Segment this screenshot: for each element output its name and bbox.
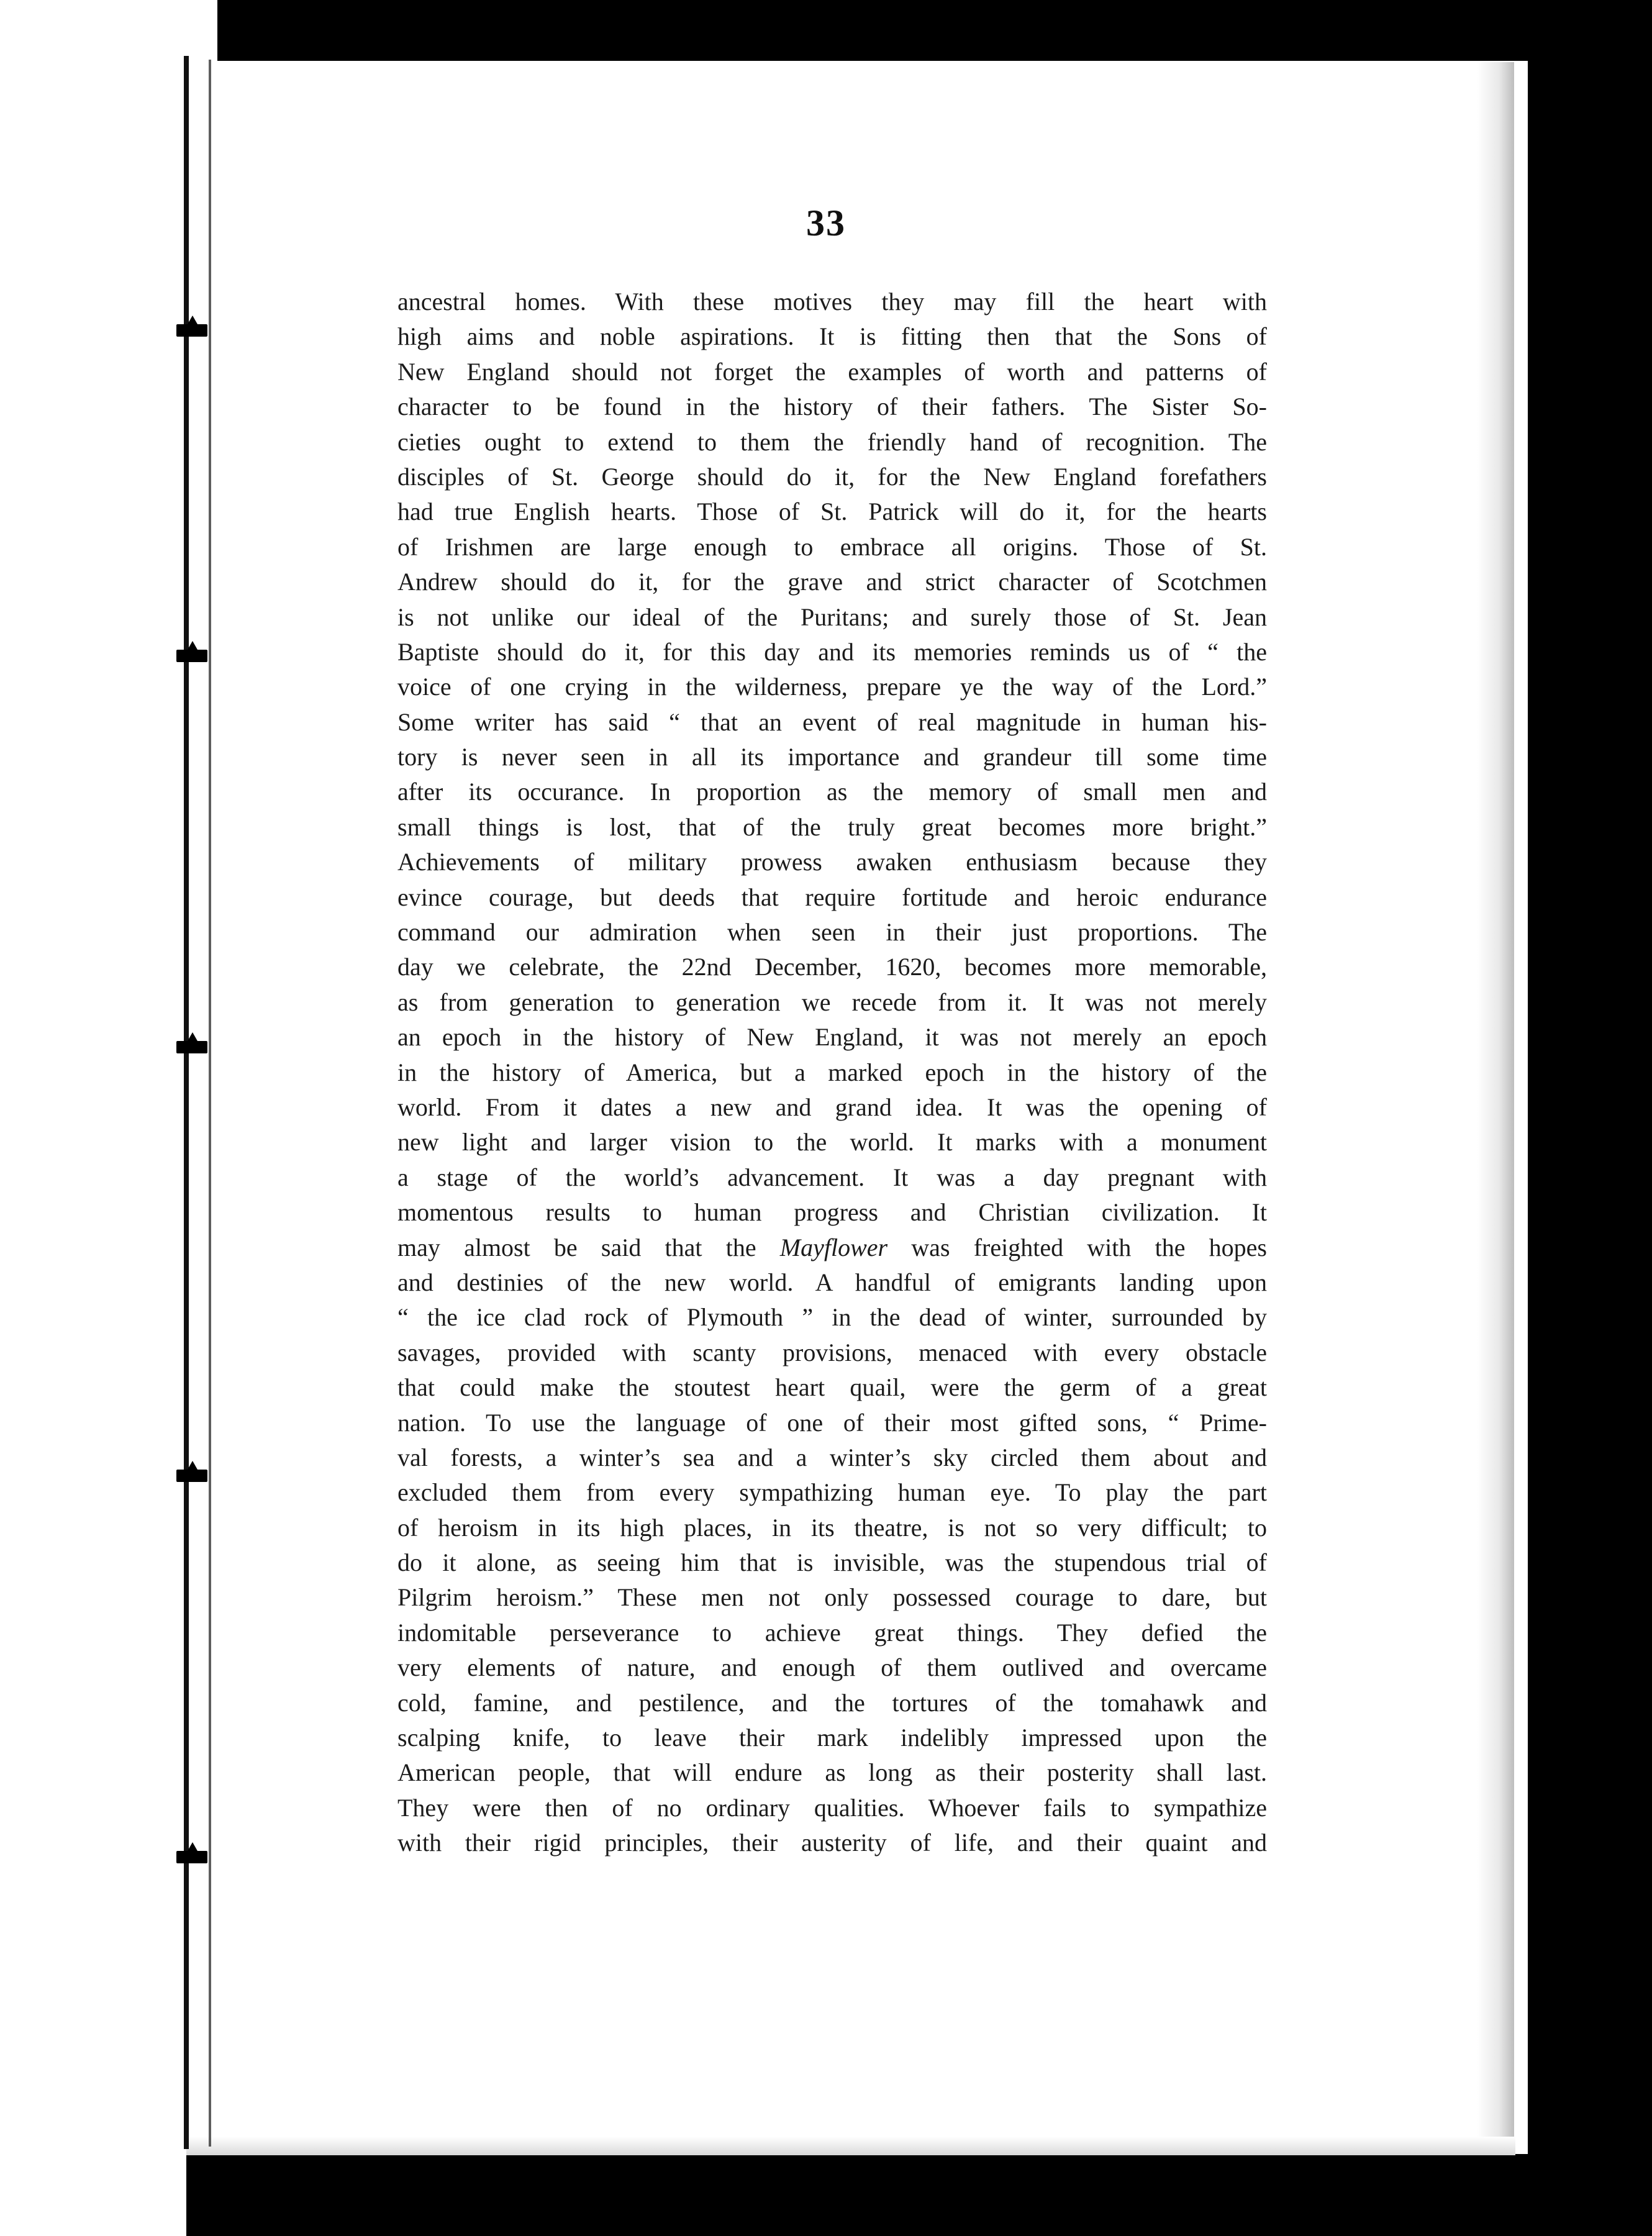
text-line: as from generation to generation we recede from it. It was not merely	[397, 988, 1267, 1016]
text-line: American people, that will endure as long as their posterity shall last.	[397, 1758, 1267, 1787]
text-line: Some writer has said “ that an event of real magnitude in human his-	[397, 707, 1267, 736]
text-line: New England should not forget the examples of worth and patterns of	[397, 357, 1267, 386]
text-line: command our admiration when seen in their just proportions. The	[397, 918, 1267, 947]
text-line: with their rigid principles, their austerity of life, and their quaint and	[397, 1829, 1267, 1857]
binding-marker-icon	[176, 1470, 207, 1482]
page-right-shadow	[1477, 62, 1514, 2155]
text-line: may almost be said that the Mayflower was freighted with the hopes	[397, 1233, 1267, 1261]
text-line: savages, provided with scanty provisions, menaced with every obstacle	[397, 1338, 1267, 1366]
binding-marker-icon	[176, 1851, 207, 1863]
text-line: cieties ought to extend to them the friendly hand of recognition. The	[397, 427, 1267, 456]
text-line: excluded them from every sympathizing human eye. To play the part	[397, 1478, 1267, 1507]
text-line: is not unlike our ideal of the Puritans; and surely those of St. Jean	[397, 602, 1267, 631]
text-line: val forests, a winter’s sea and a winter’s sky circled them about and	[397, 1443, 1267, 1471]
text-line: scalping knife, to leave their mark indelibly impressed upon the	[397, 1724, 1267, 1752]
binding-marker-icon	[176, 1041, 207, 1053]
text-line: new light and larger vision to the world. It marks with a monument	[397, 1128, 1267, 1157]
text-line: tory is never seen in all its importance and grandeur till some time	[397, 743, 1267, 771]
scan-top-border	[0, 0, 1652, 58]
body-text	[397, 284, 1267, 1861]
text-line: Pilgrim heroism.” These men not only possessed courage to dare, but	[397, 1583, 1267, 1612]
text-line: ancestral homes. With these motives they may fill the heart with	[397, 288, 1267, 316]
text-line: of Irishmen are large enough to embrace all origins. Those of St.	[397, 532, 1267, 561]
text-line: evince courage, but deeds that require fortitude and heroic endurance	[397, 883, 1267, 911]
binding-rule-secondary	[209, 60, 211, 2147]
text-line: Baptiste should do it, for this day and its memories reminds us of “ the	[397, 637, 1267, 666]
text-line: nation. To use the language of one of their most gifted sons, “ Prime-	[397, 1408, 1267, 1437]
text-line: Achievements of military prowess awaken enthusiasm because they	[397, 848, 1267, 876]
text-line: “ the ice clad rock of Plymouth ” in the dead of winter, surrounded by	[397, 1303, 1267, 1332]
text-line: disciples of St. George should do it, for the New England forefathers	[397, 462, 1267, 491]
page-bottom-shadow	[186, 2137, 1515, 2155]
text-line: day we celebrate, the 22nd December, 1620, becomes more memorable,	[397, 953, 1267, 981]
text-line: They were then of no ordinary qualities. Whoever fails to sympathize	[397, 1793, 1267, 1822]
text-line: high aims and noble aspirations. It is fitting then that the Sons of	[397, 322, 1267, 351]
text-line: a stage of the world’s advancement. It was a day pregnant with	[397, 1163, 1267, 1191]
text-line: indomitable perseverance to achieve great things. They defied the	[397, 1618, 1267, 1647]
text-line: that could make the stoutest heart quail, were the germ of a great	[397, 1373, 1267, 1402]
scan-left-margin	[0, 0, 186, 2236]
binding-marker-icon	[176, 324, 207, 337]
binding-marker-icon	[176, 650, 207, 662]
text-line: momentous results to human progress and Christian civilization. It	[397, 1198, 1267, 1227]
binding-rule	[184, 56, 189, 2149]
ship-name: Mayflower	[779, 1233, 888, 1261]
text-line: Andrew should do it, for the grave and strict character of Scotchmen	[397, 568, 1267, 596]
text-line: voice of one crying in the wilderness, prepare ye the way of the Lord.”	[397, 673, 1267, 701]
text-line: and destinies of the new world. A handful of emigrants landing upon	[397, 1268, 1267, 1296]
text-line: world. From it dates a new and grand idea. It was the opening of	[397, 1093, 1267, 1121]
page-number: 33	[806, 202, 846, 243]
text-line: very elements of nature, and enough of them outlived and overcame	[397, 1653, 1267, 1682]
text-line: an epoch in the history of New England, it was not merely an epoch	[397, 1023, 1267, 1052]
text-line: small things is lost, that of the truly great becomes more bright.”	[397, 812, 1267, 841]
text-line: after its occurance. In proportion as the memory of small men and	[397, 778, 1267, 806]
text-line: had true English hearts. Those of St. Patrick will do it, for the hearts	[397, 498, 1267, 526]
text-line: in the history of America, but a marked epoch in the history of the	[397, 1058, 1267, 1086]
text-line: character to be found in the history of their fathers. The Sister So-	[397, 393, 1267, 421]
text-line: cold, famine, and pestilence, and the tortures of the tomahawk and	[397, 1688, 1267, 1717]
text-line: of heroism in its high places, in its theatre, is not so very difficult; to	[397, 1513, 1267, 1542]
text-line: do it alone, as seeing him that is invisible, was the stupendous trial of	[397, 1548, 1267, 1577]
